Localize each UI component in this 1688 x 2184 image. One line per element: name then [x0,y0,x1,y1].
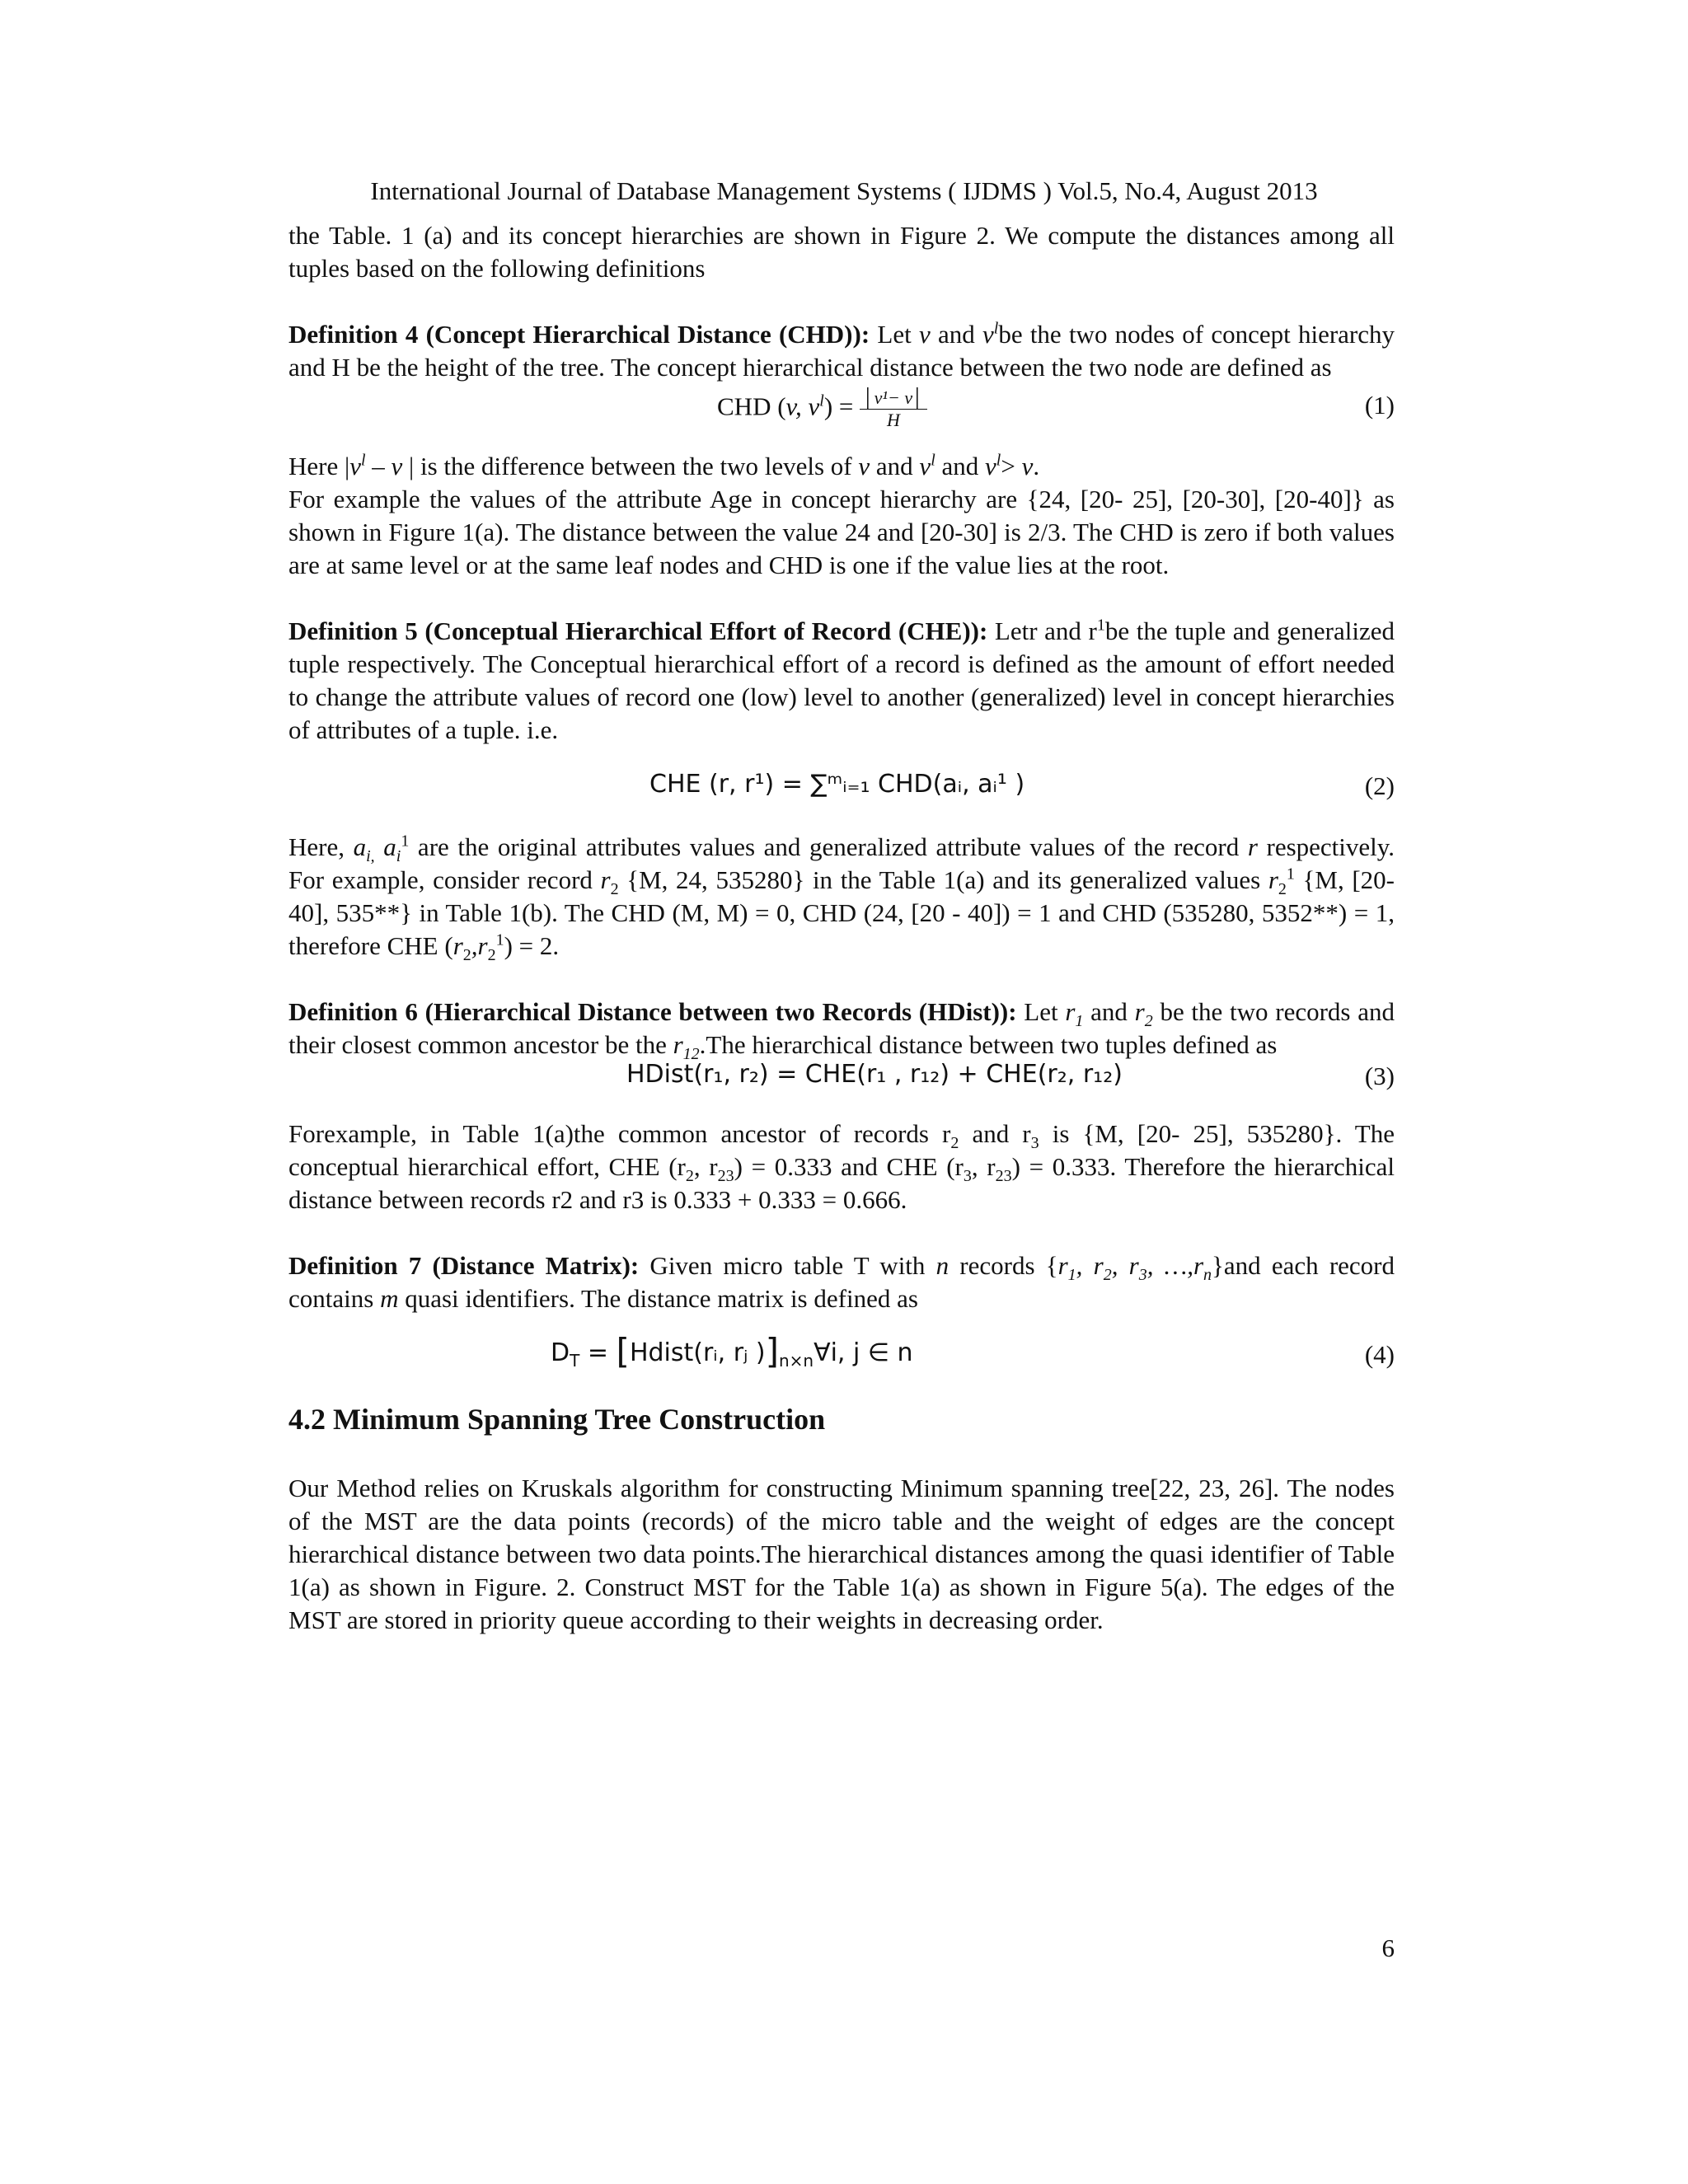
intro-paragraph: the Table. 1 (a) and its concept hierarchies are shown in Figure 2. We compute the distances among all tuples based on the following definitions [288,221,1395,283]
equation-2: CHE (r, r¹) = ∑ᵐᵢ₌₁ CHD(aᵢ, aᵢ¹ ) (2) [288,765,1395,813]
definition-6-label: Definition 6 (Hierarchical Distance between two Records (HDist)): [288,997,1017,1026]
equation-1: CHD (v, $v^l$) = $\frac{\text{│v¹− v│}}{H}$ (1) [717,387,1395,430]
definition-6: Definition 6 (Hierarchical Distance between two Records (HDist)): Let $r_1$ and $r_2$ be the two records and their closest common ancestor be the $r_{12}.The$ hierarchical distance between two tuples defined as [288,997,1395,1064]
running-header: International Journal of Database Management Systems ( IJDMS ) Vol.5, No.4, August 2013 [370,176,1318,205]
page-number: 6 [1381,1933,1395,1962]
equation-number-3: (3) [1364,1062,1395,1090]
definition-7: Definition 7 (Distance Matrix): Given micro table T with n records {$r_1$, $r_2$, $r_3$, $\dots,r_n\}and$ each record contains m quasi identifiers. The distance matrix is defined as [288,1251,1395,1313]
section-heading: 4.2 Minimum Spanning Tree Construction [288,1403,826,1436]
definition-6-example: Forexample, in Table 1(a)the common ancestor of records $r_2$ and $r_3$ is {M, [20- 25], 535280}. The conceptual hierarchical effort, CHE ($r_2$, $r_{23}) = 0.333$ and CHE ($r_3$, $r_{23}) = 0.333$. Therefore the hierarchical distance between records r2 and r3 is 0.333 + 0.333 = 0.666. [288,1119,1395,1214]
section-paragraph: Our Method relies on Kruskals algorithm for constructing Minimum spanning tree[22, 23, 26]. The nodes of the MST are the data points (records) of the micro table and the weight of edges are the concept hierarchical distance between two data points.The hierarchical distances among the quasi identifier of Table 1(a) as shown in Figure. 2. Construct MST for the Table 1(a) as shown in Figure 5(a). The edges of the MST are stored in priority queue according to their weights in decreasing order. [288,1474,1395,1634]
definition-5-label: Definition 5 (Conceptual Hierarchical Effort of Record (CHE)): [288,616,988,645]
equation-3: HDist(r₁, r₂) = CHE(r₁ , r₁₂) + CHE(r₂, r₁₂) (3) [288,1062,1395,1099]
equation-number-2: (2) [1364,771,1395,800]
definition-7-label: Definition 7 (Distance Matrix): [288,1251,640,1280]
equation-4: $D_T$ = [Hdist(rᵢ, rⱼ )]$_{n\times n}\forall i$, j ∈ n (4) [551,1331,1395,1371]
equation-number-1: (1) [1364,391,1395,419]
definition-4-explanation: Here $|v^l$ – v | is the difference between the two levels of v and $v^l$ and $v^l> v$. [288,451,1040,480]
definition-4: Definition 4 (Concept Hierarchical Distance (CHD)): Let v and $v^lbe$ the two nodes of concept hierarchy and H be the height of the tree. The concept hierarchical distance between the two node are defined as [288,319,1395,382]
definition-4-example: For example the values of the attribute Age in concept hierarchy are {24, [20- 25], [20-30], [20-40]} as shown in Figure 1(a). The distance between the value 24 and [20-30] is 2/3. The CHD is zero if both values are at same level or at the same leaf nodes and CHD is one if the value lies at the root. [288,485,1395,579]
fraction: $\frac{\text{│v¹− v│}}{H}$ [860,387,927,431]
definition-5-explanation: Here, $a_{i,}$ $a_i^1$ are the original attributes values and generalized attribute values of the record r respectively. For example, consider record $r_2$ {M, 24, 535280} in the Table 1(a) and its generalized values $r_2^1$ {M, [20-40], 535**} in Table 1(b). The CHD (M, M) = 0, CHD (24, [20 - 40]) = 1 and CHD (535280, 5352**) = 1, therefore CHE $(r_2,r_2^1) = 2$. [288,832,1395,965]
body-text [288,219,1395,1637]
definition-5: Definition 5 (Conceptual Hierarchical Effort of Record (CHE)): Letr and $r^1be$ the tuple and generalized tuple respectively. The Conceptual hierarchical effort of a record is defined as the amount of effort needed to change the attribute values of record one (low) level to another (generalized) level in concept hierarchies of attributes of a tuple. i.e. [288,616,1395,744]
definition-4-label: Definition 4 (Concept Hierarchical Distance (CHD)): [288,320,870,349]
equation-number-4: (4) [1364,1340,1395,1369]
